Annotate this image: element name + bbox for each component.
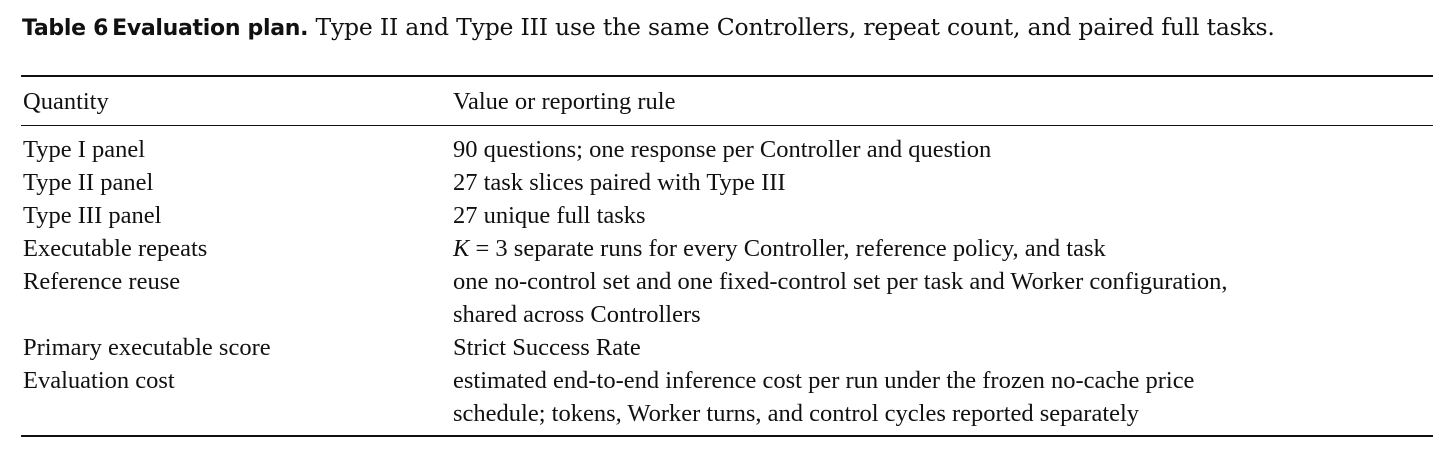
row-value: estimated end-to-end inference cost per run under the frozen no-cache price xyxy=(453,367,1195,394)
row-quantity: Executable repeats xyxy=(23,235,208,262)
table-bottom-rule xyxy=(21,435,1433,437)
table-top-rule xyxy=(21,75,1433,77)
row-value-continuation: shared across Controllers xyxy=(453,301,701,328)
table-header-rule xyxy=(21,125,1433,126)
caption-text: Type II and Type III use the same Controllers, repeat count, and paired full tasks. xyxy=(315,13,1275,41)
row-value-continuation: schedule; tokens, Worker turns, and control cycles reported separately xyxy=(453,400,1140,427)
table-label: Table 6 xyxy=(22,16,109,41)
column-header-value: Value or reporting rule xyxy=(453,88,676,115)
row-value: 27 unique full tasks xyxy=(453,202,646,229)
row-quantity: Type II panel xyxy=(23,169,154,196)
row-quantity: Evaluation cost xyxy=(23,367,175,394)
row-value: 27 task slices paired with Type III xyxy=(453,169,786,196)
row-value: Strict Success Rate xyxy=(453,334,641,361)
column-header-quantity: Quantity xyxy=(23,88,109,115)
table-caption xyxy=(22,12,1275,44)
row-value: 90 questions; one response per Controller and question xyxy=(453,136,992,163)
math-variable-k: K xyxy=(453,235,470,262)
row-quantity: Primary executable score xyxy=(23,334,271,361)
row-quantity: Reference reuse xyxy=(23,268,181,295)
row-value: one no-control set and one fixed-control set per task and Worker configuration, xyxy=(453,268,1228,295)
row-value xyxy=(453,232,1106,265)
row-value-text: = 3 separate runs for every Controller, reference policy, and task xyxy=(469,235,1106,262)
table-title: Evaluation plan. xyxy=(112,16,309,41)
row-quantity: Type I panel xyxy=(23,136,146,163)
row-quantity: Type III panel xyxy=(23,202,162,229)
